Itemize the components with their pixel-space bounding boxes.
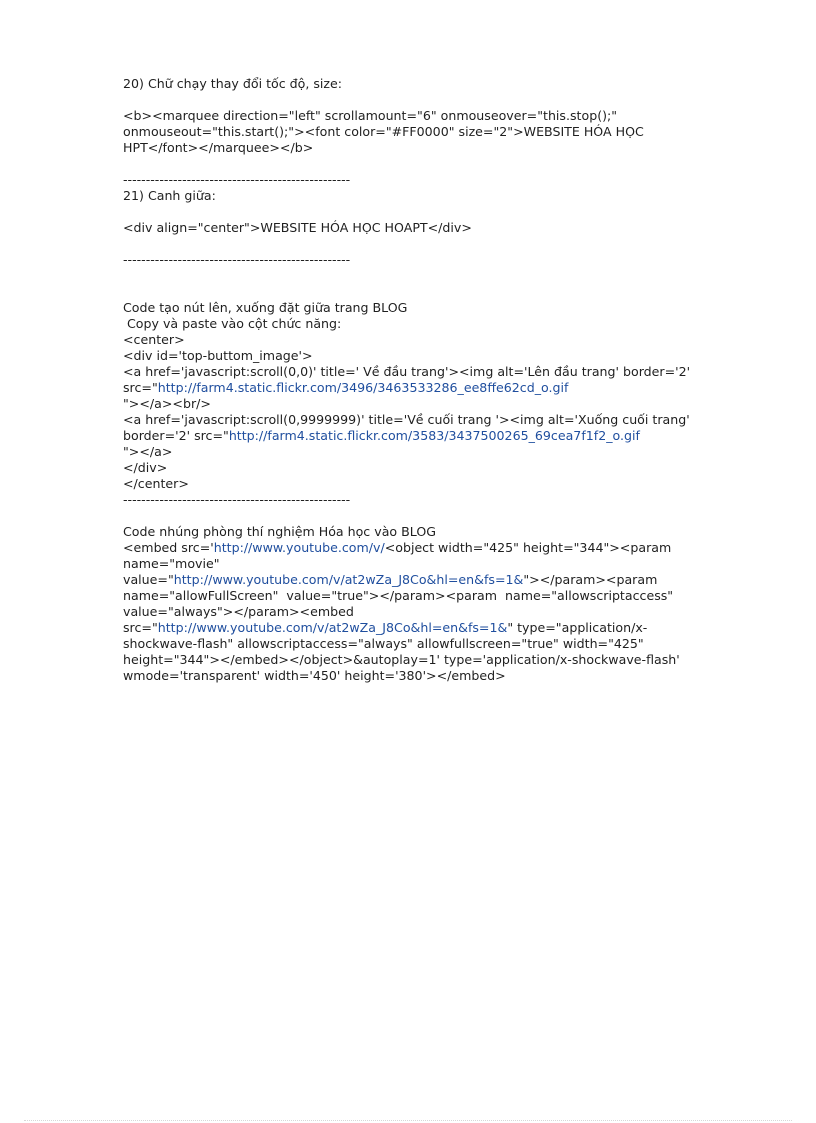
section-21-heading: 21) Canh giữa: [123, 188, 216, 203]
embed-code-line-5: value="always"></param><embed [123, 604, 354, 619]
buttons-section-subheading: Copy và paste vào cột chức năng: [123, 316, 342, 331]
embed-code-line-4: name="allowFullScreen" value="true"></param><param name="allowscriptaccess" [123, 588, 674, 603]
marquee-code-line-3: HPT</font></marquee></b> [123, 140, 314, 155]
section-20-heading: 20) Chữ chạy thay đổi tốc độ, size: [123, 76, 343, 91]
buttons-code-line-5: "></a><br/> [123, 396, 211, 411]
embed-section-heading: Code nhúng phòng thí nghiệm Hóa học vào BLOG [123, 524, 436, 539]
embed-code-line-3 [123, 572, 683, 588]
buttons-code-line-7-prefix: border='2' src=" [123, 428, 229, 443]
divider-3: -------------------------------------------------- [123, 492, 351, 507]
marquee-code-line-1: <b><marquee direction="left" scrollamount="6" onmouseover="this.stop();" [123, 108, 618, 123]
bottom-image-link[interactable]: http://farm4.static.flickr.com/3583/3437500265_69cea7f1f2_o.gif [228, 428, 640, 443]
buttons-code-line-9: </div> [123, 460, 168, 475]
page-bottom-rule [24, 1120, 792, 1121]
youtube-base-link[interactable]: http://www.youtube.com/v/ [213, 540, 385, 555]
embed-code-line-9: wmode='transparent' width='450' height='380'></embed> [123, 668, 506, 683]
embed-code-line-3-prefix: value=" [123, 572, 174, 587]
buttons-code-line-7 [123, 428, 683, 444]
embed-code-line-6-suffix: " type="application/x- [507, 620, 648, 635]
embed-code-line-8: height="344"></embed></object>&autoplay=1' type='application/x-shockwave-flash' [123, 652, 680, 667]
divider-1: -------------------------------------------------- [123, 172, 351, 187]
buttons-code-line-4 [123, 380, 683, 396]
buttons-code-line-6: <a href='javascript:scroll(0,9999999)' title='Về cuối trang '><img alt='Xuống cuối trang' [123, 412, 690, 427]
embed-code-line-1 [123, 540, 683, 556]
buttons-section-heading: Code tạo nút lên, xuống đặt giữa trang BLOG [123, 300, 408, 315]
divider-2: -------------------------------------------------- [123, 252, 351, 267]
embed-code-line-2: name="movie" [123, 556, 220, 571]
document-page [123, 76, 691, 684]
buttons-code-line-8: "></a> [123, 444, 173, 459]
buttons-code-line-4-prefix: src=" [123, 380, 158, 395]
buttons-code-line-10: </center> [123, 476, 189, 491]
embed-code-line-6 [123, 620, 683, 636]
buttons-code-line-1: <center> [123, 332, 185, 347]
embed-code-line-7: shockwave-flash" allowscriptaccess="always" allowfullscreen="true" width="425" [123, 636, 644, 651]
embed-code-line-6-prefix: src=" [123, 620, 158, 635]
center-code-line: <div align="center">WEBSITE HÓA HỌC HOAPT</div> [123, 220, 472, 235]
embed-code-line-1-prefix: <embed src=' [123, 540, 214, 555]
buttons-code-line-2: <div id='top-buttom_image'> [123, 348, 313, 363]
youtube-embed-link[interactable]: http://www.youtube.com/v/at2wZa_J8Co&hl=en&fs=1& [157, 620, 508, 635]
marquee-code-line-2: onmouseout="this.start();"><font color="#FF0000" size="2">WEBSITE HÓA HỌC [123, 124, 644, 139]
top-image-link[interactable]: http://farm4.static.flickr.com/3496/3463533286_ee8ffe62cd_o.gif [157, 380, 569, 395]
embed-code-line-3-suffix: "></param><param [523, 572, 658, 587]
youtube-movie-link[interactable]: http://www.youtube.com/v/at2wZa_J8Co&hl=en&fs=1& [173, 572, 524, 587]
embed-code-line-1-suffix: <object width="425" height="344"><param [384, 540, 672, 555]
buttons-code-line-3: <a href='javascript:scroll(0,0)' title=' Về đầu trang'><img alt='Lên đầu trang' border='2' [123, 364, 691, 379]
